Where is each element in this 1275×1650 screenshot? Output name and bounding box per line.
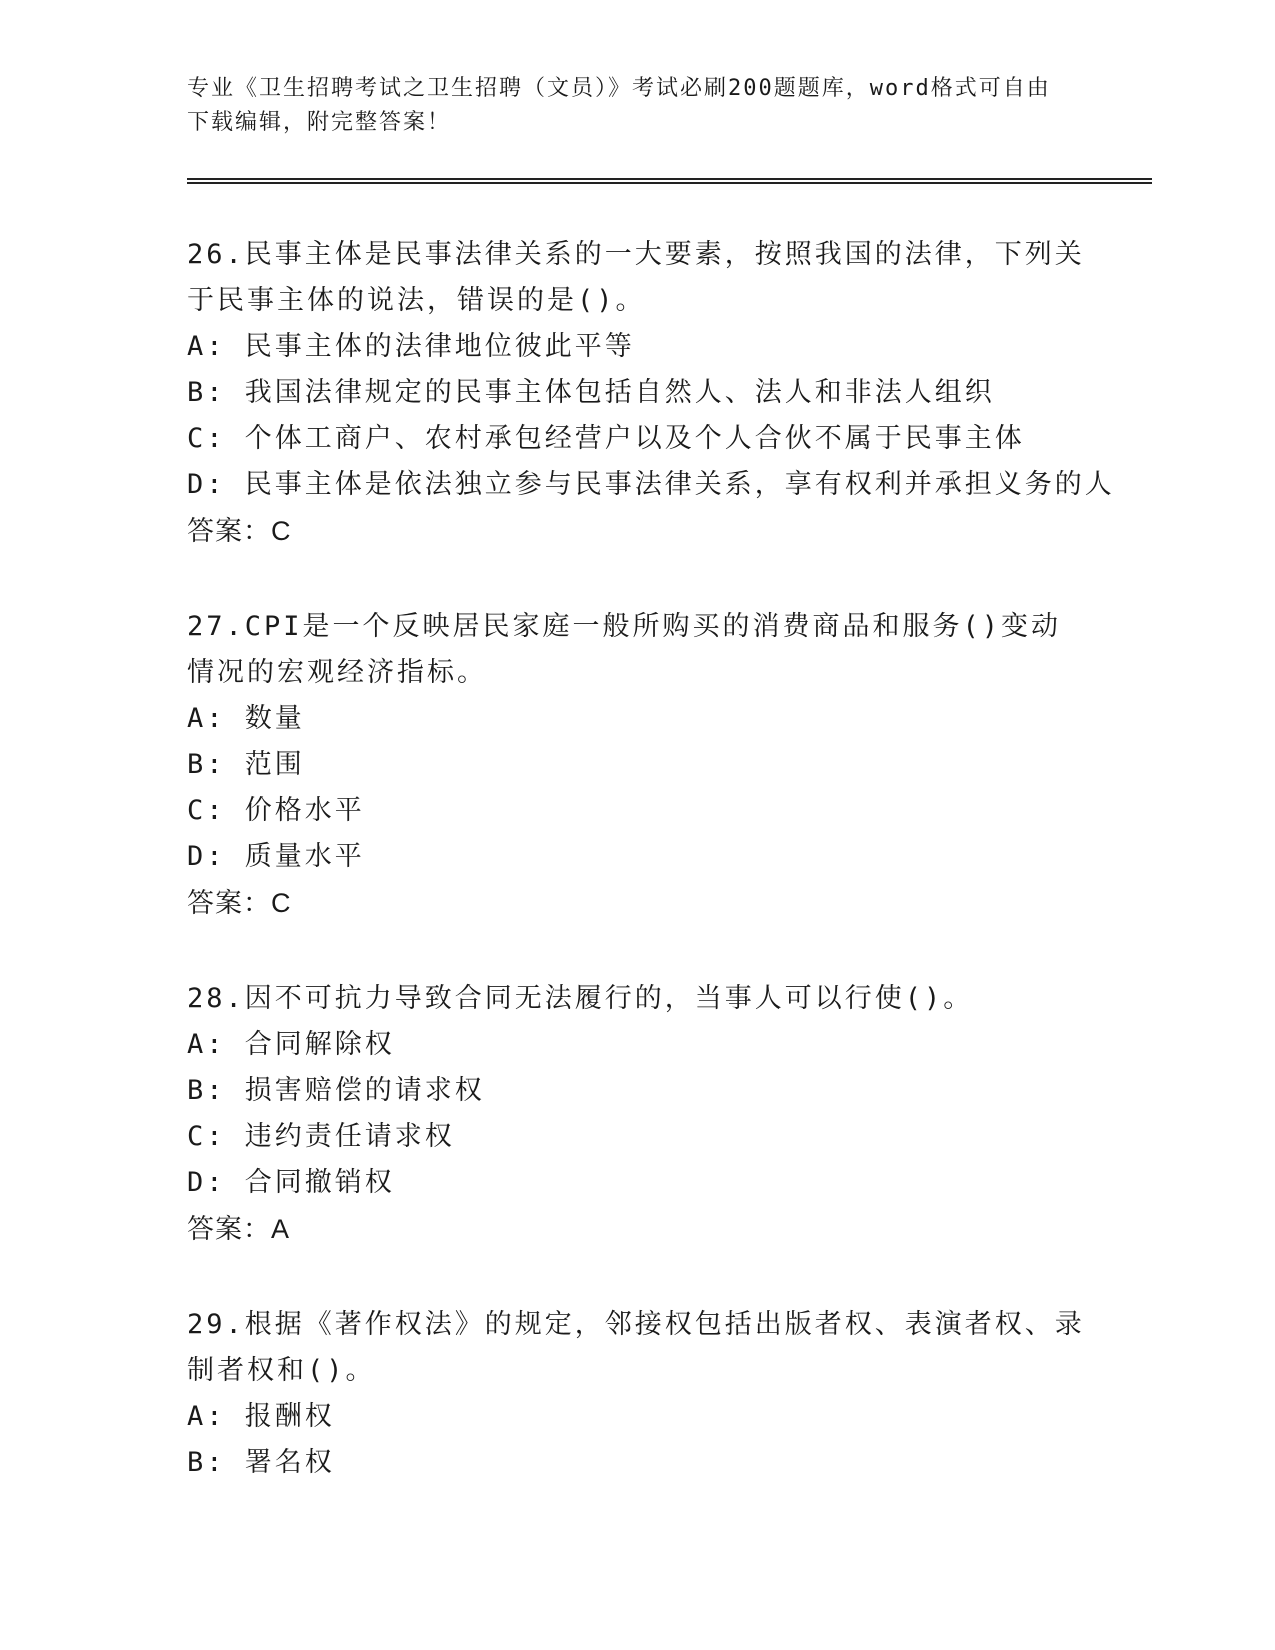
question-stem: 28.因不可抗力导致合同无法履行的，当事人可以行使()。 xyxy=(187,983,974,1014)
answer-value: C xyxy=(271,888,291,918)
answer-value: A xyxy=(271,1214,290,1244)
option-b: B: 署名权 xyxy=(187,1447,335,1478)
header-divider-bottom xyxy=(187,182,1152,184)
option-a: A: 数量 xyxy=(187,703,305,734)
document-header: 专业《卫生招聘考试之卫生招聘（文员）》考试必刷200题题库，word格式可自由下载编辑，附完整答案！ xyxy=(187,76,1051,135)
option-a: A: 报酬权 xyxy=(187,1401,335,1432)
option-b: B: 范围 xyxy=(187,749,305,780)
question-26 xyxy=(187,232,1115,554)
option-c: C: 个体工商户、农村承包经营户以及个人合伙不属于民事主体 xyxy=(187,423,1025,454)
option-b: B: 我国法律规定的民事主体包括自然人、法人和非法人组织 xyxy=(187,377,995,408)
option-c: C: 违约责任请求权 xyxy=(187,1121,455,1152)
answer-value: C xyxy=(271,516,291,546)
question-29 xyxy=(187,1302,1087,1486)
header-divider-top xyxy=(187,178,1152,180)
answer-label: 答案： xyxy=(187,888,271,918)
option-d: D: 质量水平 xyxy=(187,841,365,872)
option-d: D: 合同撤销权 xyxy=(187,1167,395,1198)
option-a: A: 民事主体的法律地位彼此平等 xyxy=(187,331,635,362)
question-list xyxy=(187,232,1115,1536)
question-27 xyxy=(187,604,1087,926)
question-stem: 26.民事主体是民事法律关系的一大要素，按照我国的法律，下列关于民事主体的说法，错误的是()。 xyxy=(187,239,1085,316)
option-d: D: 民事主体是依法独立参与民事法律关系，享有权利并承担义务的人 xyxy=(187,469,1115,500)
answer-line xyxy=(187,880,1087,926)
option-c: C: 价格水平 xyxy=(187,795,365,826)
question-stem: 29.根据《著作权法》的规定，邻接权包括出版者权、表演者权、录制者权和()。 xyxy=(187,1309,1085,1386)
answer-label: 答案： xyxy=(187,516,271,546)
answer-label: 答案： xyxy=(187,1214,271,1244)
option-b: B: 损害赔偿的请求权 xyxy=(187,1075,485,1106)
option-a: A: 合同解除权 xyxy=(187,1029,395,1060)
question-stem: 27.CPI是一个反映居民家庭一般所购买的消费商品和服务()变动情况的宏观经济指标。 xyxy=(187,611,1062,688)
question-28 xyxy=(187,976,1087,1252)
answer-line xyxy=(187,1206,1087,1252)
answer-line xyxy=(187,508,1087,554)
